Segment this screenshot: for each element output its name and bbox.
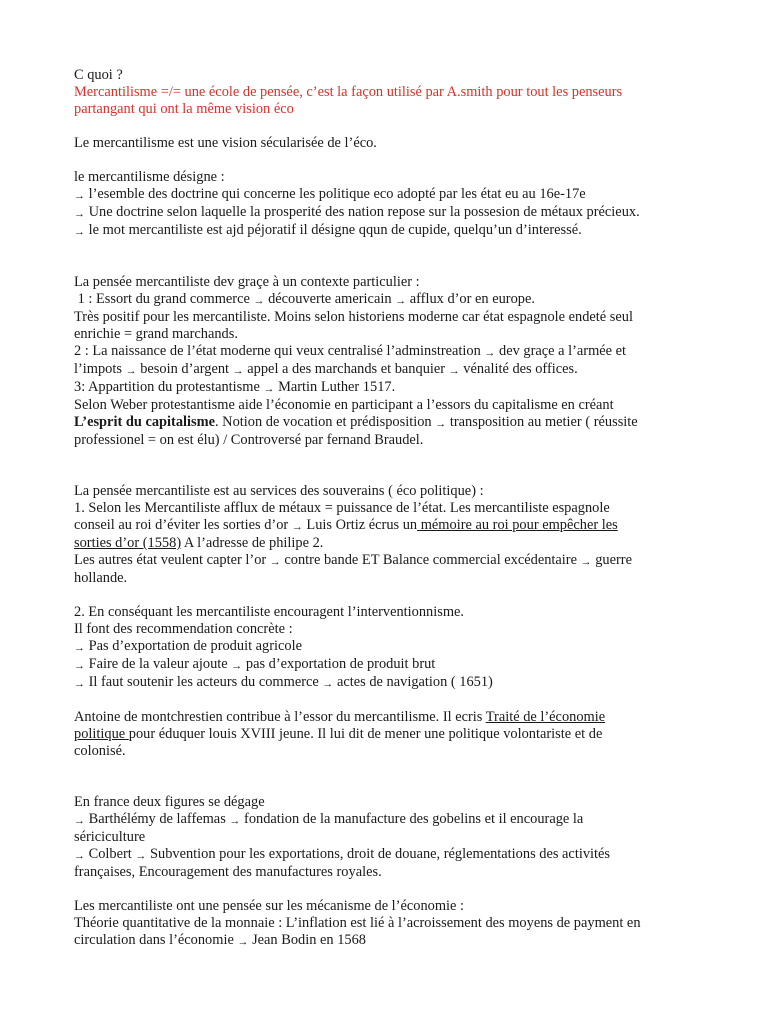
context-line-7: Selon Weber protestantisme aide l’économie en participant a l’essors du capitalisme en créant [74,397,614,413]
context-line-4: 2 : La naissance de l’état moderne qui veux centralisé l’adminstreation → dev graçe a l’armée et [74,343,627,359]
france-bullet-1: → Barthélémy de laffemas → fondation de la manufacture des gobelins et il encourage la [74,811,584,827]
context-line-8: L’esprit du capitalisme. Notion de vocation et prédisposition → transposition au metier ( réussite [74,414,638,430]
arrow-right-icon: → [135,850,147,862]
context-line-5: l’impots → besoin d’argent → appel a des marchands et banquier → vénalité des offices. [74,361,578,377]
arrow-right-icon: → [269,556,281,568]
arrow-right-icon: → [263,383,275,395]
arrow-right-icon: → [237,936,249,948]
mechanism-line-2: circulation dans l’économie → Jean Bodin en 1568 [74,932,366,948]
mechanism-line-1: Théorie quantitative de la monnaie : L’inflation est lié à l’acroissement des moyens de payment en [74,915,641,931]
context-line-2: Très positif pour les mercantiliste. Moins selon historiens moderne car état espagnole endeté seul [74,309,633,325]
arrow-right-icon: → [125,365,137,377]
context-line-3: enrichie = grand marchands. [74,326,238,342]
arrow-right-icon: → [74,208,85,220]
france-bullet-2: → Colbert → Subvention pour les exportations, droit de douane, réglementations des activités [74,846,610,862]
arrow-right-icon: → [74,190,85,202]
france-heading: En france deux figures se dégage [74,794,265,810]
arrow-right-icon: → [484,347,496,359]
context-heading: La pensée mercantiliste dev graçe à un contexte particulier : [74,274,420,290]
red-note-line-1: Mercantilisme =/= une école de pensée, c’est la façon utilisé par A.smith pour tout les penseurs [74,84,623,100]
sovereign-line-2: conseil au roi d’éviter les sorties d’or → Luis Ortiz écrus un mémoire au roi pour empêcher les [74,517,618,533]
intro-paragraph: Le mercantilisme est une vision sécularisée de l’éco. [74,135,377,151]
context-line-6: 3: Appartition du protestantisme → Martin Luther 1517. [74,379,396,395]
context-line-1: 1 : Essort du grand commerce → découverte americain → afflux d’or en europe. [77,291,535,307]
arrow-right-icon: → [322,678,334,690]
context-line-9: professionel = on est élu) / Controversé par fernand Braudel. [74,432,424,448]
definition-heading: le mercantilisme désigne : [74,169,225,185]
arrow-right-icon: → [74,815,85,827]
arrow-right-icon: → [74,660,85,672]
intervention-line-1: 2. En conséquant les mercantiliste encouragent l’interventionnisme. [74,604,465,620]
arrow-right-icon: → [232,365,244,377]
arrow-right-icon: → [253,295,265,307]
sovereign-line-5: hollande. [74,570,128,586]
sovereign-line-1: 1. Selon les Mercantiliste afflux de métaux = puissance de l’état. Les mercantiliste espagnole [74,500,610,516]
montchrestien-line-1: Antoine de montchrestien contribue à l’essor du mercantilisme. Il ecris Traité de l’économie [74,709,606,725]
sovereign-line-3: sorties d’or (1558) A l’adresse de philipe 2. [74,535,324,551]
sovereign-line-4: Les autres état veulent capter l’or → contre bande ET Balance commercial excédentaire → guerre [74,552,632,568]
montchrestien-line-2: politique pour éduquer louis XVIII jeune. Il lui dit de mener une politique volontariste et de [74,726,603,742]
montchrestien-line-3: colonisé. [74,743,126,759]
arrow-right-icon: → [231,660,243,672]
arrow-right-icon: → [74,678,85,690]
intervention-bullet-1: → Pas d’exportation de produit agricole [74,638,303,654]
underlined-title: politique [74,726,129,742]
definition-bullet-2: → Une doctrine selon laquelle la prosperité des nation repose sur la possesion de métaux précieux. [74,204,640,220]
underlined-title: Traité de l’économie [485,709,606,725]
arrow-right-icon: → [74,226,85,238]
france-bullet-1-cont: sériciculture [74,829,146,845]
definition-bullet-1: → l’esemble des doctrine qui concerne les politique eco adopté par les état eu au 16e-17e [74,186,586,202]
underlined-title: mémoire au roi pour empêcher les [417,517,618,533]
arrow-right-icon: → [448,365,460,377]
arrow-right-icon: → [74,850,85,862]
title-line: C quoi ? [74,67,123,83]
red-note-line-2: partangant qui ont la même vision éco [74,101,294,117]
definition-bullet-3: → le mot mercantiliste est ajd péjoratif il désigne qqun de cupide, quelqu’un d’interessé. [74,222,582,238]
bold-term: L’esprit du capitalisme [74,414,215,430]
sovereign-heading: La pensée mercantiliste est au services des souverains ( éco politique) : [74,483,484,499]
arrow-right-icon: → [74,642,85,654]
intervention-line-2: Il font des recommendation concrète : [74,621,293,637]
underlined-title: sorties d’or (1558) [74,535,182,551]
intervention-bullet-3: → Il faut soutenir les acteurs du commerce → actes de navigation ( 1651) [74,674,493,690]
intervention-bullet-2: → Faire de la valeur ajoute → pas d’exportation de produit brut [74,656,436,672]
arrow-right-icon: → [435,418,447,430]
mechanism-heading: Les mercantiliste ont une pensée sur les mécanisme de l’économie : [74,898,465,914]
france-bullet-2-cont: françaises, Encouragement des manufactures royales. [74,864,382,880]
arrow-right-icon: → [229,815,241,827]
arrow-right-icon: → [580,556,592,568]
arrow-right-icon: → [395,295,407,307]
arrow-right-icon: → [291,521,303,533]
